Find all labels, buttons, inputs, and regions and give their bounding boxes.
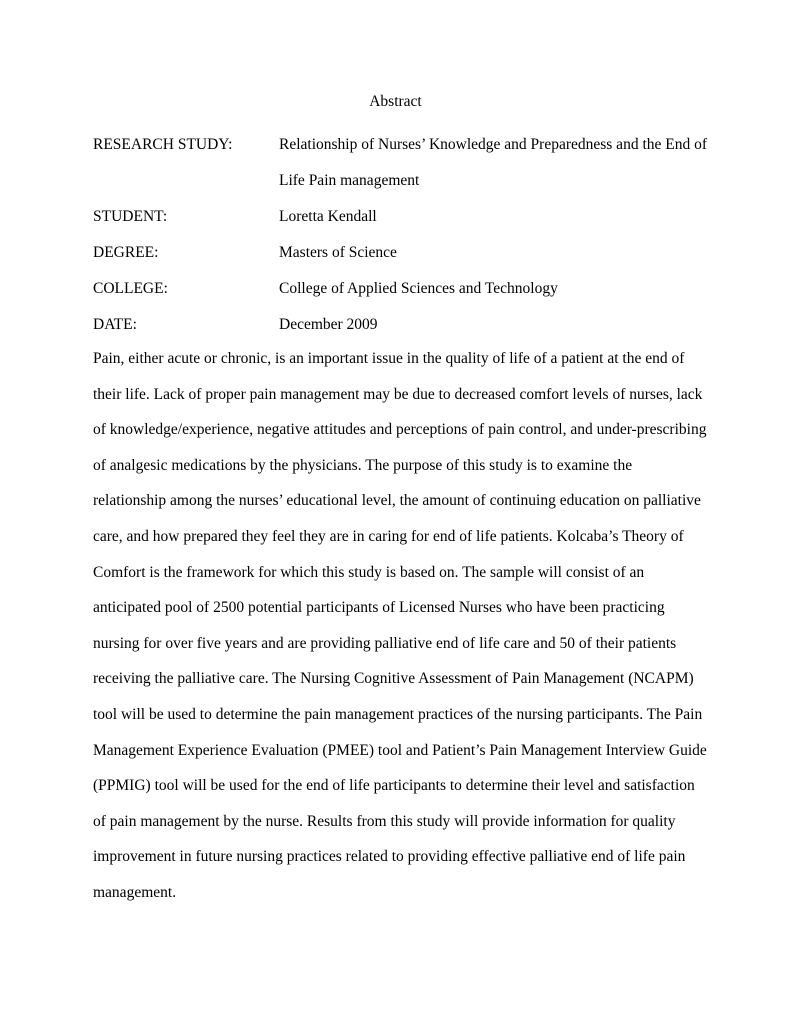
metadata-row-degree xyxy=(93,235,713,271)
abstract-paragraph: Pain, either acute or chronic, is an important issue in the quality of life of a patient at the end of their life. Lack of proper pain management may be due to decreased comfort levels of nurses, lack of knowledge/experience, negative attitudes and perceptions of pain control, and under-prescribing of analgesic medications by the physicians. The purpose of this study is to examine the relationship among the nurses’ educational level, the amount of continuing education on palliative care, and how prepared they feel they are in caring for end of life patients. Kolcaba’s Theory of Comfort is the framework for which this study is based on. The sample will consist of an anticipated pool of 2500 potential participants of Licensed Nurses who have been practicing nursing for over five years and are providing palliative end of life care and 50 of their patients receiving the palliative care. The Nursing Cognitive Assessment of Pain Management (NCAPM) tool will be used to determine the pain management practices of the nursing participants. The Pain Management Experience Evaluation (PMEE) tool and Patient’s Pain Management Interview Guide (PPMIG) tool will be used for the end of life participants to determine their level and satisfaction of pain management by the nurse. Results from this study will provide information for quality improvement in future nursing practices related to providing effective palliative end of life pain management. xyxy=(93,350,707,901)
degree-value: Masters of Science xyxy=(279,244,397,261)
student-value: Loretta Kendall xyxy=(279,208,377,225)
research-study-label: RESEARCH STUDY: xyxy=(93,136,233,153)
student-label: STUDENT: xyxy=(93,208,168,225)
metadata-row-college xyxy=(93,271,713,307)
research-study-value: Relationship of Nurses’ Knowledge and Preparedness and the End of Life Pain management xyxy=(279,136,708,189)
metadata-row-student xyxy=(93,199,713,235)
degree-label: DEGREE: xyxy=(93,244,159,261)
college-value: College of Applied Sciences and Technology xyxy=(279,280,558,297)
metadata-row-date xyxy=(93,307,713,343)
date-label: DATE: xyxy=(93,316,137,333)
metadata-row-research-study xyxy=(93,127,713,199)
date-value: December 2009 xyxy=(279,316,378,333)
metadata-table xyxy=(93,127,713,343)
college-label: COLLEGE: xyxy=(93,280,168,297)
page-title: Abstract xyxy=(369,93,422,110)
